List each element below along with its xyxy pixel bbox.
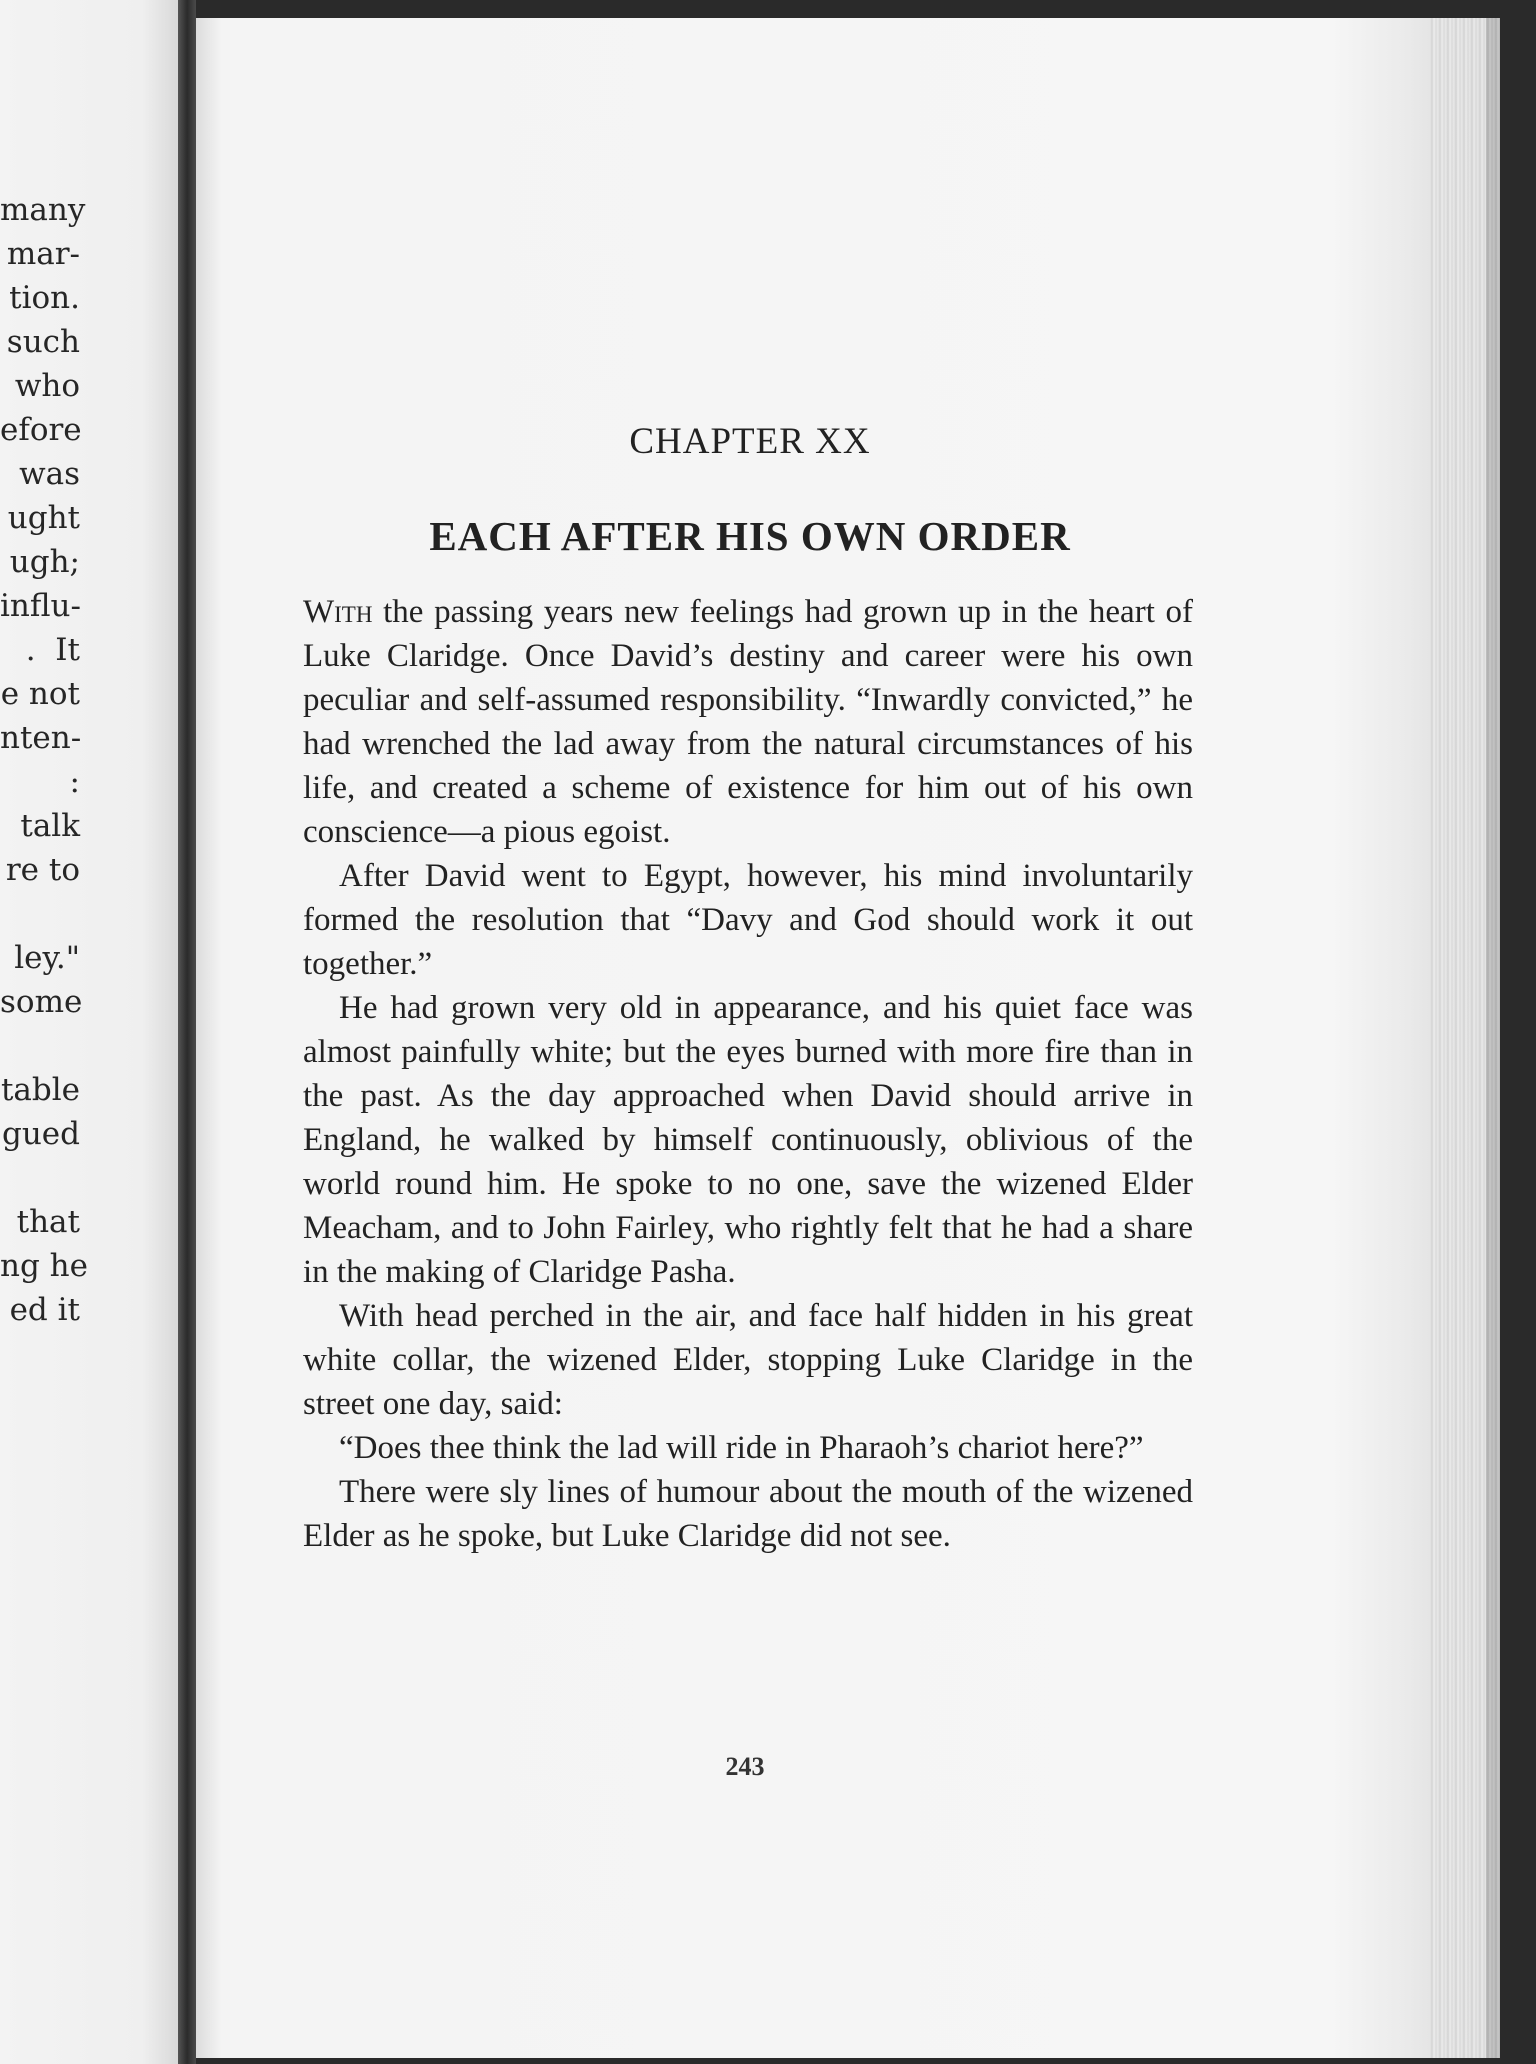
left-line-fragment: table <box>0 1072 80 1108</box>
left-line-fragment: e not <box>0 676 80 712</box>
left-line-fragment <box>0 1024 80 1068</box>
left-line-fragment: many <box>0 192 86 228</box>
left-line-fragment: gued <box>2 1116 80 1152</box>
paragraph-lead-word: With <box>303 594 373 630</box>
paragraph-text: the passing years new feelings had grown up in the heart of Luke Claridge. Once David’s destiny and career were his own peculiar and self-assumed responsibility. “Inwardly convicted,” he had wrenched the lad away from the natural circumstances of his life, and created a scheme of existence for him out of his own conscience—a pious egoist. <box>303 594 1193 850</box>
left-line-fragment: ugh; <box>9 544 80 580</box>
left-line-fragment: was <box>19 456 80 492</box>
left-line-fragment: some <box>0 984 83 1020</box>
chapter-title: EACH AFTER HIS OWN ORDER <box>429 513 1071 559</box>
paragraph-text: With head perched in the air, and face half hidden in his great white collar, the wizened Elder, stopping Luke Claridge in the street one day, said: <box>303 1298 1193 1422</box>
left-line-fragment: re to <box>5 852 80 888</box>
left-line-fragment: . It <box>25 632 80 668</box>
left-line-fragment: ley." <box>14 940 80 976</box>
left-line-fragment: that <box>16 1204 80 1240</box>
left-line-fragment: such <box>6 324 80 360</box>
paragraph-text: After David went to Egypt, however, his mind involuntarily formed the resolution that “Davy and God should work it out together.” <box>303 858 1193 982</box>
body-text <box>303 590 1193 1558</box>
paragraph-text: He had grown very old in appearance, and his quiet face was almost painfully white; but the eyes burned with more fire than in the past. As the day approached when David should arrive in England, he walked by himself continuously, oblivious of the world round him. He spoke to no one, save the wizened Elder Meacham, and to John Fairley, who rightly felt that he had a share in the making of Claridge Pasha. <box>303 990 1193 1290</box>
book-spine <box>178 0 196 2064</box>
paragraph <box>303 590 1193 854</box>
left-line-fragment: ng he <box>0 1248 88 1284</box>
paragraph <box>303 854 1193 986</box>
paragraph <box>303 1426 1193 1470</box>
left-line-fragment: ught <box>7 500 80 536</box>
paragraph <box>303 1294 1193 1426</box>
paragraph <box>303 1470 1193 1558</box>
left-page-text <box>0 188 88 1332</box>
left-line-fragment: efore <box>0 412 82 448</box>
paragraph-text: “Does thee think the lad will ride in Pharaoh’s chariot here?” <box>339 1430 1144 1466</box>
left-line-fragment <box>0 1156 80 1200</box>
paragraph-text: There were sly lines of humour about the mouth of the wizened Elder as he spoke, but Luke Claridge did not see. <box>303 1474 1193 1554</box>
left-line-fragment: influ- <box>0 588 81 624</box>
page-number: 243 <box>725 1752 765 1781</box>
left-line-fragment: ed it <box>9 1292 80 1328</box>
left-line-fragment: mar- <box>6 236 80 272</box>
page-edges <box>1430 18 1500 2058</box>
left-line-fragment: who <box>14 368 80 404</box>
paragraph <box>303 986 1193 1294</box>
chapter-number: CHAPTER XX <box>629 421 871 462</box>
left-line-fragment: nten- <box>0 720 82 756</box>
left-line-fragment <box>0 892 80 936</box>
left-line-fragment: talk <box>20 808 80 844</box>
left-page <box>0 0 178 2064</box>
left-line-fragment: tion. <box>9 280 80 316</box>
left-line-fragment: : <box>69 764 80 800</box>
